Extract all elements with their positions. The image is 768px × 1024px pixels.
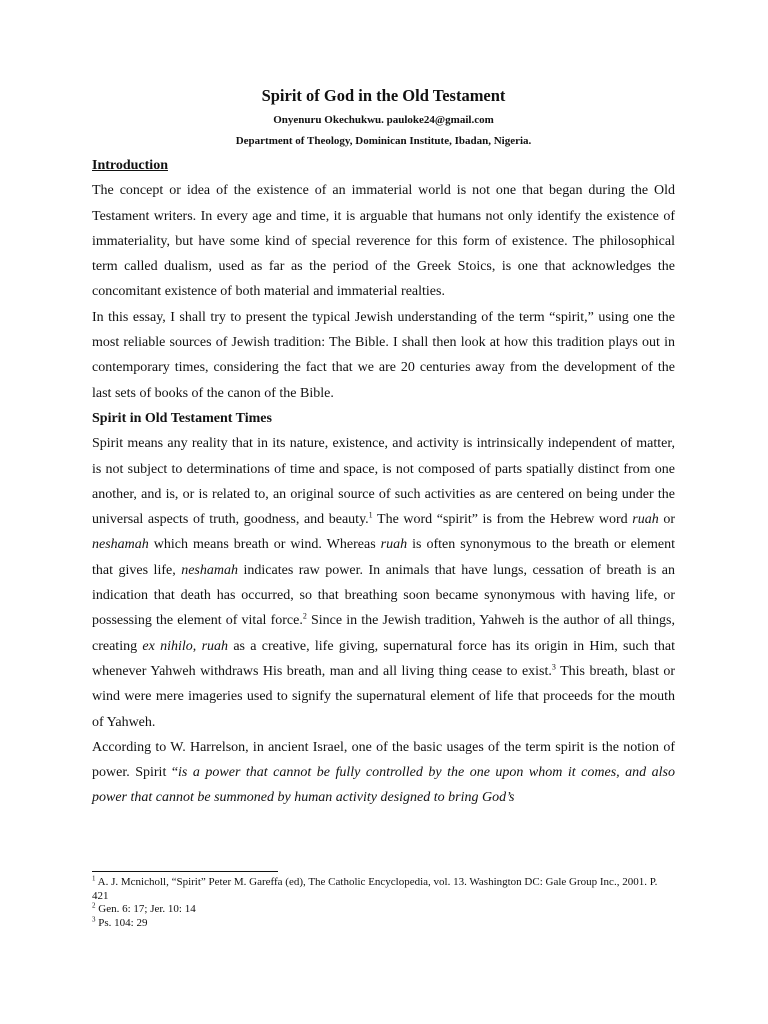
introduction-paragraph-2: In this essay, I shall try to present the typical Jewish understanding of the term “spirit,” using one the most reliable sources of Jewish tradition: The Bible. I shall then look at how this tradition plays out in contemporary times, considering the fact that we are 20 centuries away from the development of the last sets of books of the canon of the Bible. [92, 309, 675, 401]
text-run: This breath, blast or wind were mere imageries used to signify the supernatural element of life that proceeds for the mouth of Yahweh. [92, 663, 675, 730]
document-body [92, 153, 675, 811]
document-title: Spirit of God in the Old Testament [261, 86, 506, 105]
footnote-text: Ps. 104: 29 [95, 916, 148, 929]
text-run: , [192, 638, 202, 654]
department-line: Department of Theology, Dominican Institute, Ibadan, Nigeria. [235, 135, 532, 147]
introduction-paragraph-1: The concept or idea of the existence of an immaterial world is not one that began during the Old Testament writers. In every age and time, it is arguable that humans not only identify the existence of immateriality, but have some kind of special reverence for this form of existence. The philosophical term called dualism, used as far as the period of the Greek Stoics, is one that acknowledges the concomitant existence of both material and immaterial realties. [92, 183, 675, 300]
term-ex-nihilo: ex nihilo [142, 638, 193, 654]
footnote-number: 2 [92, 901, 96, 910]
text-run: which means breath or wind. Whereas [148, 537, 381, 553]
ot-times-paragraph-1 [92, 431, 675, 735]
footnote-text: A. J. Mcnicholl, “Spirit” Peter M. Gareffa (ed), The Catholic Encyclopedia, vol. 13. Washington DC: Gale Group Inc., 2001. P. 421 [92, 876, 658, 902]
text-run: indicates raw power. In animals that have lungs, cessation of breath is an indication that death has occurred, so that breathing soon became synonymous with having life, or possessing the element of vital force. [92, 562, 675, 629]
text-run: Since in the Jewish tradition, Yahweh is the author of all things, creating [92, 613, 675, 654]
text-run: According to W. Harrelson, in ancient Israel, one of the basic usages of the term spirit is the notion of power. Spirit “ [92, 739, 675, 781]
footnote-text: Gen. 6: 17; Jer. 10: 14 [95, 903, 196, 915]
footnote-ref-2: 2 [302, 611, 307, 621]
author-line: Onyenuru Okechukwu. pauloke24@gmail.com [273, 114, 494, 126]
term-ruah: ruah [380, 537, 408, 553]
term-ruah: ruah [201, 638, 229, 654]
footnote-number: 1 [92, 874, 96, 883]
harrelson-quote: is a power that cannot be fully controlled by the one upon whom it comes, and also power that cannot be summoned by human activity designed to bring God’s [92, 765, 675, 806]
text-run: is often synonymous to the breath or element that gives life, [92, 537, 675, 578]
footnote-3 [92, 914, 675, 931]
text-run: The word “spirit” is from the Hebrew word [372, 512, 633, 528]
ot-times-heading: Spirit in Old Testament Times [92, 410, 272, 426]
term-ruah: ruah [632, 512, 659, 528]
footnote-ref-1: 1 [368, 510, 373, 520]
ot-times-paragraph-2 [92, 735, 675, 811]
text-run: Spirit means any reality that in its nature, existence, and activity is intrinsically independent of matter, is not subject to determinations of time and space, is not composed of parts spatially distinct from one another, and is, or is related to, an original source of such activities as are centered on being under the universal aspects of truth, goodness, and beauty. [92, 436, 675, 528]
introduction-heading: Introduction [92, 158, 168, 173]
footnote-divider [92, 871, 278, 872]
text-run: or [658, 512, 675, 528]
footnotes [92, 876, 675, 930]
text-run: as a creative, life giving, supernatural force has its origin in Him, such that whenever Yahweh withdraws His breath, man and all living thing cease to exist. [92, 638, 675, 679]
footnote-1 [92, 876, 675, 903]
footnote-number: 3 [92, 914, 96, 923]
footnote-2 [92, 903, 675, 917]
term-neshamah: neshamah [92, 537, 149, 553]
term-neshamah: neshamah [181, 562, 238, 578]
footnote-ref-3: 3 [551, 662, 556, 672]
